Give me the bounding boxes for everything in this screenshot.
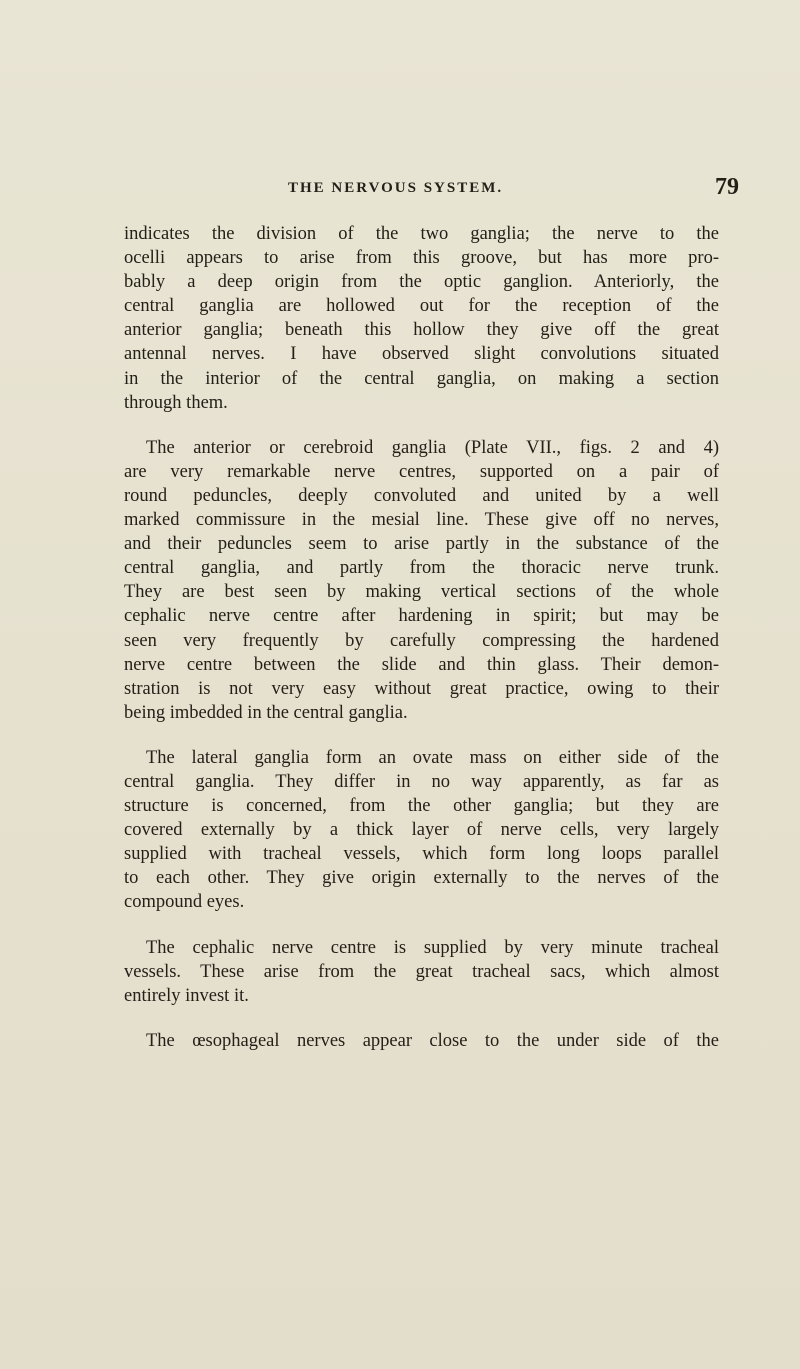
text-line: anterior ganglia; beneath this hollow they give off the great xyxy=(124,320,719,341)
text-line: ocelli appears to arise from this groove, but has more pro- xyxy=(124,248,719,269)
text-line: central ganglia, and partly from the thoracic nerve trunk. xyxy=(124,558,719,579)
text-line: central ganglia. They differ in no way apparently, as far as xyxy=(124,771,719,792)
paragraph-4 xyxy=(124,936,719,1008)
body-text xyxy=(124,222,719,1053)
text-line: to each other. They give origin externally to the nerves of the xyxy=(124,868,719,889)
paragraph-2 xyxy=(124,436,719,725)
text-line: The œsophageal nerves appear close to the under side of the xyxy=(146,1030,719,1051)
text-line: The cephalic nerve centre is supplied by very minute tracheal xyxy=(146,937,719,958)
text-line: through them. xyxy=(124,392,228,413)
text-line: entirely invest it. xyxy=(124,985,249,1006)
text-line: The lateral ganglia form an ovate mass on either side of the xyxy=(146,747,719,768)
text-line: covered externally by a thick layer of nerve cells, very largely xyxy=(124,820,719,841)
text-line: nerve centre between the slide and thin glass. Their demon- xyxy=(124,654,719,675)
text-line: They are best seen by making vertical sections of the whole xyxy=(124,582,719,603)
text-line: The anterior or cerebroid ganglia (Plate VII., figs. 2 and 4) xyxy=(146,437,719,458)
running-head xyxy=(0,174,800,206)
text-line: central ganglia are hollowed out for the reception of the xyxy=(124,296,719,317)
text-line: structure is concerned, from the other ganglia; but they are xyxy=(124,796,719,817)
text-line: round peduncles, deeply convoluted and united by a well xyxy=(124,485,719,506)
text-line: in the interior of the central ganglia, on making a section xyxy=(124,368,719,389)
text-line: supplied with tracheal vessels, which form long loops parallel xyxy=(124,844,719,865)
text-line: stration is not very easy without great practice, owing to their xyxy=(124,678,719,699)
paragraph-5 xyxy=(124,1029,719,1053)
running-head-title: THE NERVOUS SYSTEM. xyxy=(288,180,504,196)
text-line: are very remarkable nerve centres, supported on a pair of xyxy=(124,461,719,482)
page-number: 79 xyxy=(715,174,739,200)
text-line: compound eyes. xyxy=(124,892,245,913)
text-line: and their peduncles seem to arise partly in the substance of the xyxy=(124,534,719,555)
text-line: cephalic nerve centre after hardening in spirit; but may be xyxy=(124,606,719,627)
paragraph-3 xyxy=(124,746,719,915)
text-line: bably a deep origin from the optic ganglion. Anteriorly, the xyxy=(124,272,719,293)
text-line: indicates the division of the two ganglia; the nerve to the xyxy=(124,224,719,244)
text-line: antennal nerves. I have observed slight convolutions situated xyxy=(124,344,719,365)
text-line: being imbedded in the central ganglia. xyxy=(124,702,408,723)
text-line: marked commissure in the mesial line. These give off no nerves, xyxy=(124,510,719,531)
text-line: vessels. These arise from the great tracheal sacs, which almost xyxy=(124,961,719,982)
text-line: seen very frequently by carefully compressing the hardened xyxy=(124,630,719,651)
paragraph-1 xyxy=(124,222,719,415)
